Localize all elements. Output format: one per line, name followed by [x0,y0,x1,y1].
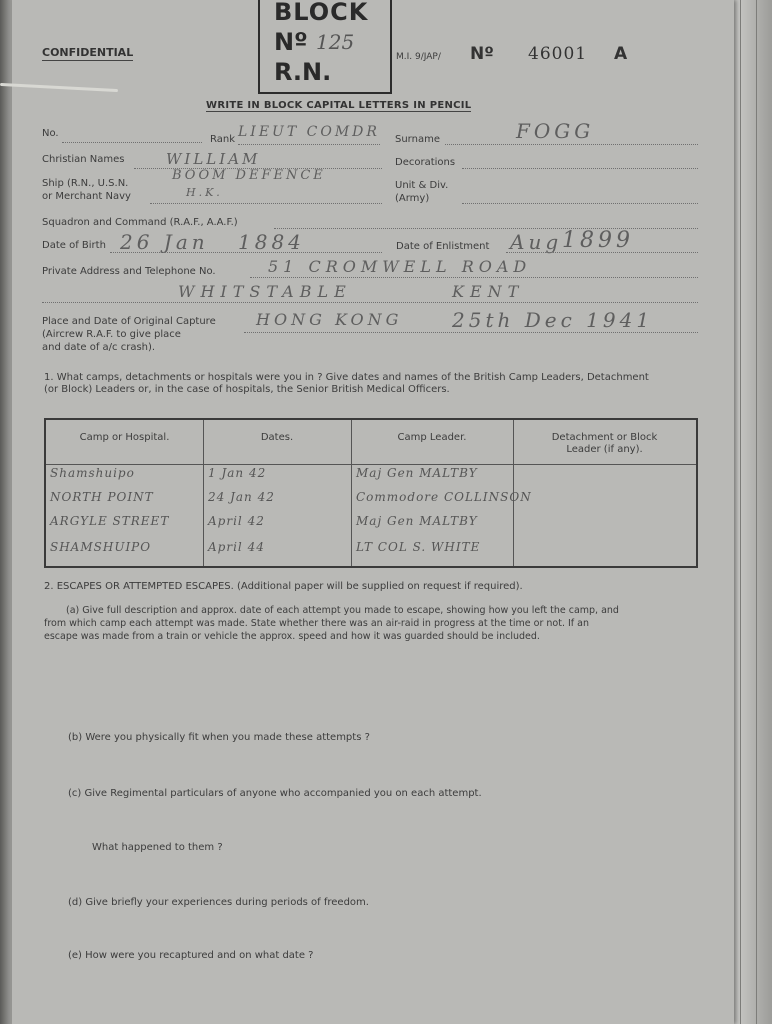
ship-label: Ship (R.N., U.S.N. [42,178,129,189]
row4-camp: SHAMSHUIPO [50,540,152,554]
section2-c: (c) Give Regimental particulars of anyone who accompanied you on each attempt. [68,788,482,799]
section2-e: (e) How were you recaptured and on what date ? [68,950,314,961]
row1-date: 1 Jan 42 [208,466,267,480]
row4-leader: LT COL S. WHITE [356,540,481,554]
header-camp: Camp or Hospital. [79,432,170,443]
ship-value: BOOM DEFENCE [172,168,326,183]
section2-a-line2: from which camp each attempt was made. State whether there was an air-raid in progress at the time or not. If an [44,618,590,629]
section2-c-followup: What happened to them ? [92,842,223,853]
capture-label: Place and Date of Original Capture [42,316,216,327]
decorations-label: Decorations [395,157,456,168]
row1-leader: Maj Gen MALTBY [356,466,478,480]
row3-leader: Maj Gen MALTBY [356,514,478,528]
dob-label: Date of Birth [42,240,106,251]
capture-place: HONG KONG [256,310,403,329]
section2-heading: 2. ESCAPES OR ATTEMPTED ESCAPES. (Additional paper will be supplied on request if required). [44,581,523,592]
row2-camp: NORTH POINT [50,490,154,504]
form-number: 46001 [528,44,588,64]
row4-date: April 44 [208,540,265,554]
address-county: KENT [452,282,525,301]
christian-names-label: Christian Names [42,154,125,165]
stamp-number: 125 [316,30,355,54]
address-label: Private Address and Telephone No. [42,266,216,277]
row2-date: 24 Jan 42 [208,490,275,504]
ship-label-2: or Merchant Navy [42,191,131,202]
section2-a-line1: (a) Give full description and approx. date of each attempt you made to escape, showing how you left the camp, and [66,605,619,616]
christian-names-value: WILLIAM [166,150,261,168]
confidential-label: CONFIDENTIAL [42,46,134,59]
row3-date: April 42 [208,514,265,528]
unit-label: Unit & Div. [395,180,449,191]
form-no-label: Nº [470,44,494,64]
dob-year: 1884 [238,230,305,254]
header-camp-leader: Camp Leader. [397,432,467,443]
enlistment-month: Aug [510,230,563,254]
surname-value: FOGG [516,119,595,143]
section2-b: (b) Were you physically fit when you made these attempts ? [68,732,370,743]
camp-table [44,418,698,568]
surname-label: Surname [395,134,440,145]
enlistment-year: 1899 [562,228,634,253]
section2-d: (d) Give briefly your experiences during periods of freedom. [68,897,369,908]
stamp-block-text: BLOCK [274,0,369,26]
row1-camp: Shamshuipo [50,466,135,480]
header-detachment: Detachment or Block [551,432,658,443]
row2-leader: Commodore COLLINSON [356,490,532,504]
section2-a-line3: escape was made from a train or vehicle the approx. speed and how it was guarded should be included. [44,631,540,642]
capture-label-2: (Aircrew R.A.F. to give place [42,329,181,340]
capture-date: 25th Dec 1941 [452,308,654,332]
capture-label-3: and date of a/c crash). [42,342,156,353]
block-stamp [258,0,392,94]
header-dates: Dates. [260,432,294,443]
header-detachment-2: Leader (if any). [566,444,643,455]
form-suffix: A [614,44,628,64]
section1-question-2: (or Block) Leaders or, in the case of hospitals, the Senior British Medical Officers. [44,384,450,395]
section1-question: 1. What camps, detachments or hospitals were you in ? Give dates and names of the British Camp Leaders, Detachment [44,372,649,383]
row3-camp: ARGYLE STREET [50,514,170,528]
form-ref: M.I. 9/JAP/ [396,52,441,62]
no-label: No. [42,128,59,139]
unit-label-2: (Army) [395,193,430,204]
rank-value: LIEUT COMDR [238,124,380,140]
rank-label: Rank [210,134,235,145]
address-street: 51 CROMWELL ROAD [268,257,532,276]
squadron-label: Squadron and Command (R.A.F., A.A.F.) [42,217,238,228]
address-town: WHITSTABLE [178,282,352,301]
pencil-instruction: WRITE IN BLOCK CAPITAL LETTERS IN PENCIL [206,100,472,111]
stamp-rn-text: R.N. [274,58,332,86]
enlistment-label: Date of Enlistment [396,241,490,252]
ship-value-2: H.K. [186,186,223,199]
dob-day-month: 26 Jan [120,230,209,254]
stamp-no-text: Nº [274,28,308,56]
